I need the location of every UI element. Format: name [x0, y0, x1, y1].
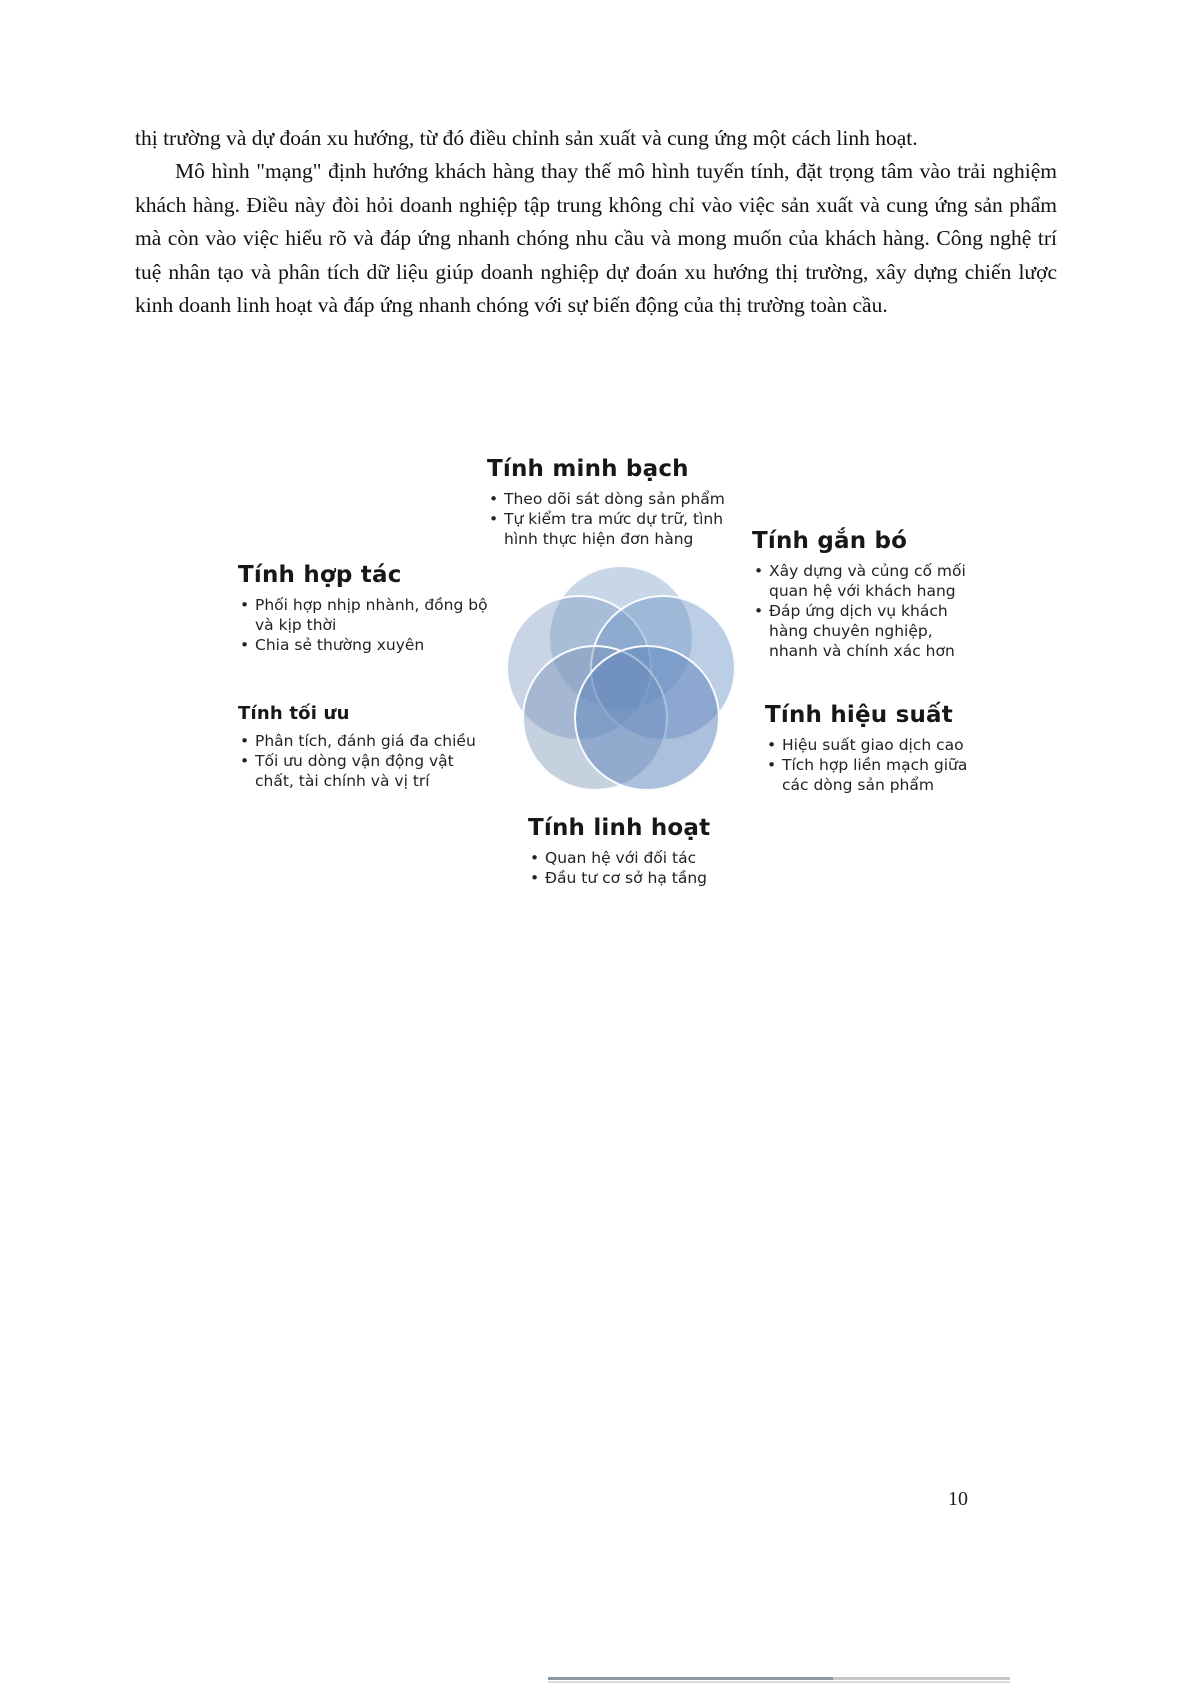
supply-chain-venn-diagram — [0, 440, 1191, 920]
venn-circle-bottom-right — [574, 645, 720, 791]
section-bullets — [238, 731, 494, 791]
scan-artifact-line — [548, 1677, 1010, 1683]
bullet-item: • Tự kiểm tra mức dự trữ, tình hình thực hiện đơn hàng — [487, 509, 739, 549]
diagram-section-minh-bach — [487, 456, 739, 549]
paragraph-continuation: thị trường và dự đoán xu hướng, từ đó điều chỉnh sản xuất và cung ứng một cách linh hoạt. — [135, 126, 918, 150]
section-title: Tính tối ưu — [238, 703, 350, 724]
section-title: Tính hợp tác — [238, 562, 402, 588]
bullet-item: • Tích hợp liền mạch giữa các dòng sản phẩm — [765, 755, 983, 795]
bullet-item: • Theo dõi sát dòng sản phẩm — [487, 489, 739, 509]
section-title: Tính hiệu suất — [765, 702, 953, 728]
diagram-section-hieu-suat — [765, 702, 983, 795]
bullet-item: • Phân tích, đánh giá đa chiều — [238, 731, 494, 751]
bullet-item: • Xây dựng và củng cố mối quan hệ với khách hang — [752, 561, 978, 601]
bullet-item: • Phối hợp nhịp nhành, đồng bộ và kịp thời — [238, 595, 496, 635]
bullet-item: • Chia sẻ thường xuyên — [238, 635, 496, 655]
section-bullets — [487, 489, 739, 549]
section-title: Tính minh bạch — [487, 456, 689, 482]
section-bullets — [528, 848, 764, 888]
artifact-line-bottom — [548, 1681, 1010, 1683]
diagram-section-gan-bo — [752, 528, 978, 661]
diagram-section-toi-uu — [238, 703, 494, 791]
section-bullets — [238, 595, 496, 655]
bullet-item: • Đáp ứng dịch vụ khách hàng chuyên nghiệp, nhanh và chính xác hơn — [752, 601, 978, 661]
page-number: 10 — [948, 1488, 968, 1510]
artifact-line-light — [833, 1677, 1010, 1680]
section-bullets — [765, 735, 983, 795]
bullet-item: • Đầu tư cơ sở hạ tầng — [528, 868, 764, 888]
body-text-block — [135, 122, 1057, 322]
diagram-section-linh-hoat — [528, 815, 764, 888]
diagram-section-hop-tac — [238, 562, 496, 655]
paragraph-network-model: Mô hình "mạng" định hướng khách hàng thay thế mô hình tuyến tính, đặt trọng tâm vào trải nghiệm khách hàng. Điều này đòi hỏi doanh nghiệp tập trung không chỉ vào việc sản xuất và cung ứng sản phẩm mà còn vào việc hiểu rõ và đáp ứng nhanh chóng nhu cầu và mong muốn của khách hàng. Công nghệ trí tuệ nhân tạo và phân tích dữ liệu giúp doanh nghiệp dự đoán xu hướng thị trường, xây dựng chiến lược kinh doanh linh hoạt và đáp ứng nhanh chóng với sự biến động của thị trường toàn cầu. — [135, 159, 1057, 318]
bullet-item: • Quan hệ với đối tác — [528, 848, 764, 868]
section-bullets — [752, 561, 978, 661]
bullet-item: • Tối ưu dòng vận động vật chất, tài chính và vị trí — [238, 751, 494, 791]
artifact-line-dark — [548, 1677, 838, 1680]
bullet-item: • Hiệu suất giao dịch cao — [765, 735, 983, 755]
section-title: Tính linh hoạt — [528, 815, 711, 841]
section-title: Tính gắn bó — [752, 528, 908, 554]
